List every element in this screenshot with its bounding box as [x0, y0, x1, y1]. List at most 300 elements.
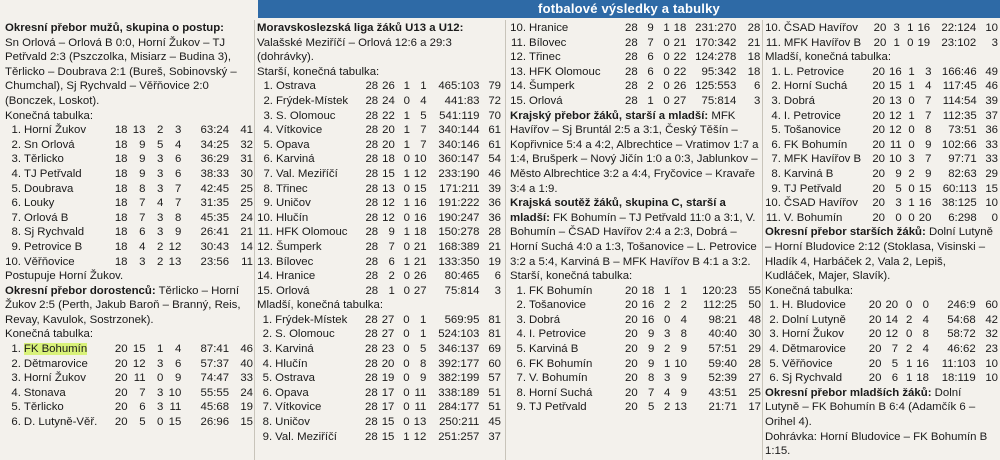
- wins-cell: 18: [641, 284, 655, 297]
- wins-cell: 12: [382, 211, 395, 224]
- wins-cell: 9: [139, 167, 146, 180]
- played-cell: 28: [365, 226, 379, 239]
- wins-cell: 23: [381, 343, 395, 356]
- table-row: [510, 79, 760, 94]
- team-name-cell: Vítkovice: [275, 401, 322, 414]
- wins-cell: 11: [889, 138, 902, 151]
- table-row: [257, 357, 501, 372]
- rank-cell: 10.: [765, 197, 781, 210]
- table-row: [510, 50, 760, 65]
- table-row: [257, 415, 501, 430]
- points-cell: 45: [488, 416, 501, 429]
- played-cell: 20: [872, 94, 885, 107]
- draws-cell: 0: [663, 94, 670, 107]
- score-cell: 524:103: [438, 328, 480, 341]
- team-name-cell: H. Bludovice: [781, 299, 846, 312]
- wins-cell: 3: [895, 197, 902, 210]
- score-cell: 233:190: [438, 167, 480, 180]
- score-cell: 340:144: [438, 124, 480, 137]
- draws-cell: 3: [156, 211, 164, 224]
- score-cell: 171:211: [439, 182, 480, 195]
- played-cell: 20: [625, 284, 638, 297]
- score-cell: 31:35: [200, 197, 230, 210]
- points-cell: 17: [748, 401, 762, 414]
- table-row: [257, 225, 501, 240]
- table-row: [765, 371, 998, 386]
- score-cell: 40:40: [708, 328, 738, 341]
- score-cell: 80:465: [444, 270, 480, 283]
- points-cell: 33: [985, 153, 998, 166]
- results-text: Valašské Meziříčí – Orlová 12:6 a 29:3 (dohrávky).: [257, 36, 452, 64]
- points-cell: 30: [748, 328, 762, 341]
- score-cell: 34:25: [200, 138, 230, 151]
- losses-cell: 18: [673, 22, 687, 34]
- team-name-cell: Petrovice B: [23, 240, 83, 253]
- column-divider: [254, 20, 255, 460]
- draws-cell: 0: [905, 299, 913, 312]
- score-cell: 120:23: [702, 284, 738, 297]
- points-cell: 28: [488, 226, 501, 239]
- table-label: Konečná tabulka:: [765, 284, 854, 297]
- table-row: [257, 269, 501, 284]
- losses-cell: 4: [922, 313, 929, 326]
- points-cell: 33: [240, 372, 253, 385]
- rank-cell: 9.: [11, 240, 21, 253]
- score-cell: 18:119: [941, 372, 976, 385]
- draws-cell: 1: [403, 226, 410, 239]
- table-row: [5, 357, 253, 372]
- wins-cell: 5: [648, 401, 655, 414]
- score-cell: 250:211: [439, 416, 480, 429]
- score-cell: 112:35: [942, 109, 977, 122]
- draws-cell: 0: [403, 328, 410, 341]
- losses-cell: 9: [680, 386, 688, 399]
- draws-cell: 0: [908, 138, 915, 151]
- rank-cell: 9.: [263, 197, 273, 210]
- losses-cell: 16: [413, 197, 427, 210]
- points-cell: 40: [240, 357, 253, 370]
- score-cell: 38:125: [941, 197, 977, 210]
- team-name-cell: V. Bohumín: [783, 211, 843, 224]
- points-cell: 36: [985, 124, 998, 137]
- score-cell: 57:37: [200, 357, 230, 370]
- wins-cell: 12: [885, 328, 899, 341]
- table-row: [510, 327, 761, 342]
- team-name-cell: Šumperk: [275, 240, 322, 253]
- score-cell: 11:103: [941, 357, 976, 370]
- score-cell: 23:102: [941, 36, 977, 49]
- wins-cell: 9: [648, 357, 655, 370]
- rank-cell: 3.: [263, 109, 273, 122]
- rank-cell: 13.: [257, 255, 273, 268]
- draws-cell: 0: [403, 401, 410, 414]
- wins-cell: 7: [647, 36, 654, 49]
- draws-cell: 1: [905, 357, 913, 370]
- points-cell: 72: [488, 94, 501, 107]
- score-cell: 75:814: [701, 94, 737, 107]
- points-cell: 41: [240, 124, 253, 137]
- draws-cell: 1: [664, 357, 671, 370]
- losses-cell: 8: [680, 328, 688, 341]
- played-cell: 20: [872, 124, 885, 137]
- draws-cell: 0: [663, 36, 670, 49]
- table-row: [5, 225, 253, 240]
- draws-cell: 1: [908, 80, 915, 93]
- team-name-cell: Třinec: [529, 51, 561, 64]
- losses-cell: 7: [420, 138, 427, 151]
- played-cell: 20: [625, 357, 638, 370]
- draws-cell: 1: [403, 138, 410, 151]
- wins-cell: 7: [139, 386, 146, 399]
- wins-cell: 3: [893, 22, 900, 34]
- wins-cell: 7: [648, 386, 655, 399]
- points-cell: 70: [488, 109, 501, 122]
- points-cell: 32: [240, 138, 253, 151]
- losses-cell: 11: [414, 401, 427, 414]
- draws-cell: 2: [908, 167, 915, 180]
- table-row: [510, 342, 761, 357]
- played-cell: 28: [365, 357, 378, 370]
- losses-cell: 5: [419, 343, 427, 356]
- score-cell: 95:342: [701, 65, 737, 78]
- wins-cell: 1: [647, 94, 654, 107]
- team-name-cell: Orlová B: [23, 211, 69, 224]
- points-cell: 60: [985, 299, 998, 312]
- losses-cell: 9: [680, 372, 688, 385]
- rank-cell: 5.: [263, 138, 273, 151]
- draws-cell: 0: [663, 51, 670, 64]
- wins-cell: 4: [139, 240, 146, 253]
- wins-cell: 7: [388, 240, 395, 253]
- rank-cell: 6.: [11, 416, 21, 429]
- wins-cell: 5: [139, 416, 146, 429]
- points-cell: 33: [985, 138, 998, 151]
- section-heading: Okresní přebor starších žáků:: [765, 226, 926, 239]
- draws-cell: 0: [403, 94, 410, 107]
- wins-cell: 20: [382, 124, 395, 137]
- losses-cell: 1: [419, 328, 427, 341]
- wins-cell: 8: [139, 182, 146, 195]
- rank-cell: 8.: [263, 182, 273, 195]
- rank-cell: 3.: [516, 313, 526, 326]
- team-name-cell: Stonava: [23, 386, 66, 399]
- wins-cell: 1: [388, 284, 395, 297]
- rank-cell: 5.: [11, 182, 21, 195]
- losses-cell: 6: [175, 357, 182, 370]
- played-cell: 28: [365, 284, 379, 297]
- draws-cell: 3: [156, 153, 164, 166]
- played-cell: 28: [365, 109, 379, 122]
- rank-cell: 7.: [262, 401, 273, 414]
- played-cell: 28: [365, 182, 379, 195]
- draws-cell: 3: [908, 153, 915, 166]
- score-cell: 541:119: [439, 109, 480, 122]
- table-row: [765, 79, 998, 94]
- draws-cell: 2: [156, 240, 164, 253]
- team-name-cell: Karviná: [275, 343, 314, 356]
- team-name-cell: Uničov: [275, 197, 311, 210]
- team-name-cell: Uničov: [275, 416, 310, 429]
- losses-cell: 15: [413, 182, 427, 195]
- draws-cell: 2: [664, 343, 671, 356]
- team-name-cell: Dětmarovice: [781, 343, 846, 356]
- table-label: Starší, konečná tabulka:: [510, 270, 633, 283]
- score-cell: 21:71: [708, 401, 738, 414]
- table-row: [5, 386, 253, 401]
- rank-cell: 8.: [11, 226, 21, 239]
- table-label: Konečná tabulka:: [5, 328, 94, 341]
- table-row: [765, 327, 998, 342]
- score-cell: 190:247: [438, 211, 480, 224]
- table-row: [765, 123, 998, 138]
- played-cell: 28: [365, 313, 378, 326]
- played-cell: 20: [873, 36, 887, 49]
- table-label: Starší, konečná tabulka:: [257, 65, 380, 78]
- section-results: [765, 386, 998, 430]
- table-row: [765, 211, 998, 226]
- draws-cell: 1: [908, 109, 915, 122]
- losses-cell: 6: [174, 167, 182, 180]
- team-name-cell: Věřňovice: [781, 357, 833, 370]
- column-divider: [762, 20, 763, 460]
- score-cell: 82:63: [948, 167, 977, 180]
- team-name-cell: S. Olomouc: [275, 328, 335, 341]
- wins-cell: 16: [641, 299, 655, 312]
- points-cell: 61: [488, 124, 501, 137]
- played-cell: 20: [868, 343, 882, 356]
- team-name-cell: Val. Meziříčí: [275, 167, 338, 180]
- table-row: [257, 123, 501, 138]
- rank-cell: 14.: [257, 270, 273, 283]
- draws-cell: 2: [664, 299, 671, 312]
- column-divider: [505, 20, 506, 460]
- played-cell: 20: [868, 372, 882, 385]
- section-results: [5, 21, 253, 36]
- losses-cell: 2: [680, 299, 688, 312]
- draws-cell: 0: [403, 284, 410, 297]
- draws-cell: 3: [156, 167, 164, 180]
- draws-cell: 3: [156, 226, 164, 239]
- wins-cell: 12: [888, 124, 902, 137]
- points-cell: 81: [488, 328, 501, 341]
- score-cell: 22:124: [941, 22, 977, 34]
- team-name-cell: HFK Olomouc: [529, 65, 601, 78]
- rank-cell: 4.: [262, 357, 273, 370]
- team-name-cell: FK Bohumín: [529, 357, 593, 370]
- points-cell: 24: [240, 211, 253, 224]
- table-row: [5, 123, 253, 138]
- team-name-cell: Hranice: [529, 22, 569, 34]
- wins-cell: 8: [648, 372, 655, 385]
- team-name-cell: Orlová: [529, 94, 563, 107]
- score-cell: 26:96: [200, 416, 230, 429]
- team-name-cell: Hranice: [275, 270, 316, 283]
- draws-cell: 0: [403, 416, 410, 429]
- rank-cell: 5.: [11, 401, 21, 414]
- played-cell: 28: [365, 138, 379, 151]
- rank-cell: 9.: [771, 182, 781, 195]
- standings-table: [765, 65, 998, 226]
- losses-cell: 13: [413, 416, 427, 429]
- losses-cell: 16: [917, 22, 931, 34]
- losses-cell: 7: [174, 182, 182, 195]
- table-label: Mladší, konečná tabulka:: [257, 299, 384, 312]
- table-row: [765, 109, 998, 124]
- wins-cell: 22: [382, 109, 395, 122]
- played-cell: 28: [625, 22, 638, 34]
- draws-cell: 0: [905, 328, 913, 341]
- draws-cell: 2: [905, 313, 913, 326]
- wins-cell: 27: [381, 313, 395, 326]
- points-cell: 36: [488, 211, 501, 224]
- played-cell: 20: [114, 386, 128, 399]
- score-cell: 54:68: [947, 313, 976, 326]
- score-cell: 150:278: [438, 226, 480, 239]
- wins-cell: 20: [382, 138, 395, 151]
- played-cell: 20: [625, 372, 638, 385]
- points-cell: 14: [240, 240, 253, 253]
- table-row: [257, 79, 501, 94]
- score-cell: 43:51: [708, 386, 738, 399]
- table-row: [257, 109, 501, 124]
- played-cell: 18: [114, 255, 128, 268]
- points-cell: 60: [488, 357, 501, 370]
- score-cell: 57:51: [708, 343, 738, 356]
- team-name-cell: Sn Orlová: [23, 138, 75, 151]
- losses-cell: 12: [168, 240, 182, 253]
- points-cell: 42: [985, 313, 998, 326]
- table-row: [257, 240, 501, 255]
- points-cell: 51: [488, 401, 501, 414]
- points-cell: 25: [240, 182, 253, 195]
- played-cell: 20: [114, 357, 128, 370]
- rank-cell: 5.: [771, 124, 781, 137]
- table-row: [257, 327, 501, 342]
- rank-cell: 3.: [771, 94, 781, 107]
- wins-cell: 11: [133, 372, 146, 385]
- wins-cell: 12: [382, 197, 395, 210]
- team-name-cell: Ostrava: [275, 372, 316, 385]
- losses-cell: 22: [673, 51, 687, 64]
- score-cell: 26:41: [200, 226, 230, 239]
- rank-cell: 2.: [769, 313, 779, 326]
- played-cell: 20: [114, 416, 128, 429]
- losses-cell: 12: [413, 430, 427, 443]
- table-row: [5, 342, 253, 357]
- score-cell: 465:103: [438, 80, 480, 93]
- page-header: [258, 0, 1000, 18]
- wins-cell: 15: [382, 167, 395, 180]
- wins-cell: 9: [388, 226, 395, 239]
- table-row: [5, 240, 253, 255]
- section-heading: Okresní přebor dorostenců:: [5, 284, 156, 297]
- team-name-cell: Horní Suchá: [783, 80, 848, 93]
- table-row: [257, 167, 501, 182]
- team-name-cell: V. Bohumín: [529, 372, 588, 385]
- team-name-cell: FK Bohumín: [783, 138, 848, 151]
- losses-cell: 1: [680, 284, 688, 297]
- score-cell: 441:83: [444, 94, 480, 107]
- points-cell: 49: [985, 65, 998, 78]
- played-cell: 28: [625, 51, 638, 64]
- team-name-cell: Tošanovice: [529, 299, 586, 312]
- played-cell: 18: [114, 153, 128, 166]
- score-cell: 98:21: [708, 313, 738, 326]
- points-cell: 61: [488, 138, 501, 151]
- score-cell: 338:189: [438, 386, 480, 399]
- table-row: [765, 298, 998, 313]
- draws-cell: 0: [907, 36, 914, 49]
- rank-cell: 1.: [516, 284, 526, 297]
- score-cell: 45:68: [200, 401, 230, 414]
- losses-cell: 4: [174, 138, 182, 151]
- points-cell: 28: [747, 22, 761, 34]
- rank-cell: 5.: [262, 372, 273, 385]
- team-name-cell: Šumperk: [529, 80, 575, 93]
- rank-cell: 14.: [510, 80, 526, 93]
- wins-cell: 10: [888, 153, 902, 166]
- table-row: [257, 94, 501, 109]
- table-row: [257, 430, 501, 445]
- team-name-cell: Frýdek-Místek: [275, 94, 349, 107]
- table-row: [257, 255, 501, 270]
- played-cell: 18: [114, 226, 128, 239]
- played-cell: 20: [114, 372, 128, 385]
- losses-cell: 8: [922, 328, 929, 341]
- draws-cell: 5: [156, 138, 164, 151]
- played-cell: 20: [872, 153, 885, 166]
- draws-cell: 1: [157, 343, 164, 356]
- wins-cell: 9: [647, 22, 654, 34]
- wins-cell: 6: [388, 255, 395, 268]
- rank-cell: 12.: [257, 240, 273, 253]
- team-name-cell: [24, 342, 110, 357]
- draws-cell: 1: [403, 80, 410, 93]
- points-cell: 69: [488, 343, 501, 356]
- rank-cell: 3.: [11, 153, 21, 166]
- team-name-cell: Dětmarovice: [23, 357, 88, 370]
- draws-cell: 0: [663, 80, 670, 93]
- team-name-cell: Orlová: [275, 284, 310, 297]
- losses-cell: 15: [918, 182, 932, 195]
- losses-cell: 4: [680, 313, 688, 326]
- losses-cell: 13: [674, 401, 688, 414]
- team-name-cell: TJ Petřvald: [23, 167, 82, 180]
- draws-cell: 0: [403, 372, 410, 385]
- played-cell: 20: [625, 299, 638, 312]
- losses-cell: 4: [420, 94, 427, 107]
- played-cell: 28: [365, 372, 378, 385]
- table-row: [5, 255, 253, 270]
- rank-cell: 4.: [769, 343, 779, 356]
- column-1: [5, 21, 253, 430]
- score-cell: 166:46: [941, 65, 977, 78]
- played-cell: 20: [868, 313, 882, 326]
- draws-cell: 2: [664, 401, 671, 414]
- column-2: [257, 21, 501, 444]
- points-cell: 51: [488, 386, 501, 399]
- draws-cell: 1: [907, 22, 914, 34]
- score-cell: 75:814: [444, 284, 480, 297]
- rank-cell: 8.: [262, 416, 273, 429]
- table-row: [510, 298, 761, 313]
- played-cell: 20: [872, 65, 885, 78]
- score-cell: 392:177: [438, 357, 480, 370]
- played-cell: 28: [625, 36, 638, 49]
- rank-cell: 6.: [771, 138, 781, 151]
- points-cell: 55: [748, 284, 762, 297]
- losses-cell: 10: [168, 386, 182, 399]
